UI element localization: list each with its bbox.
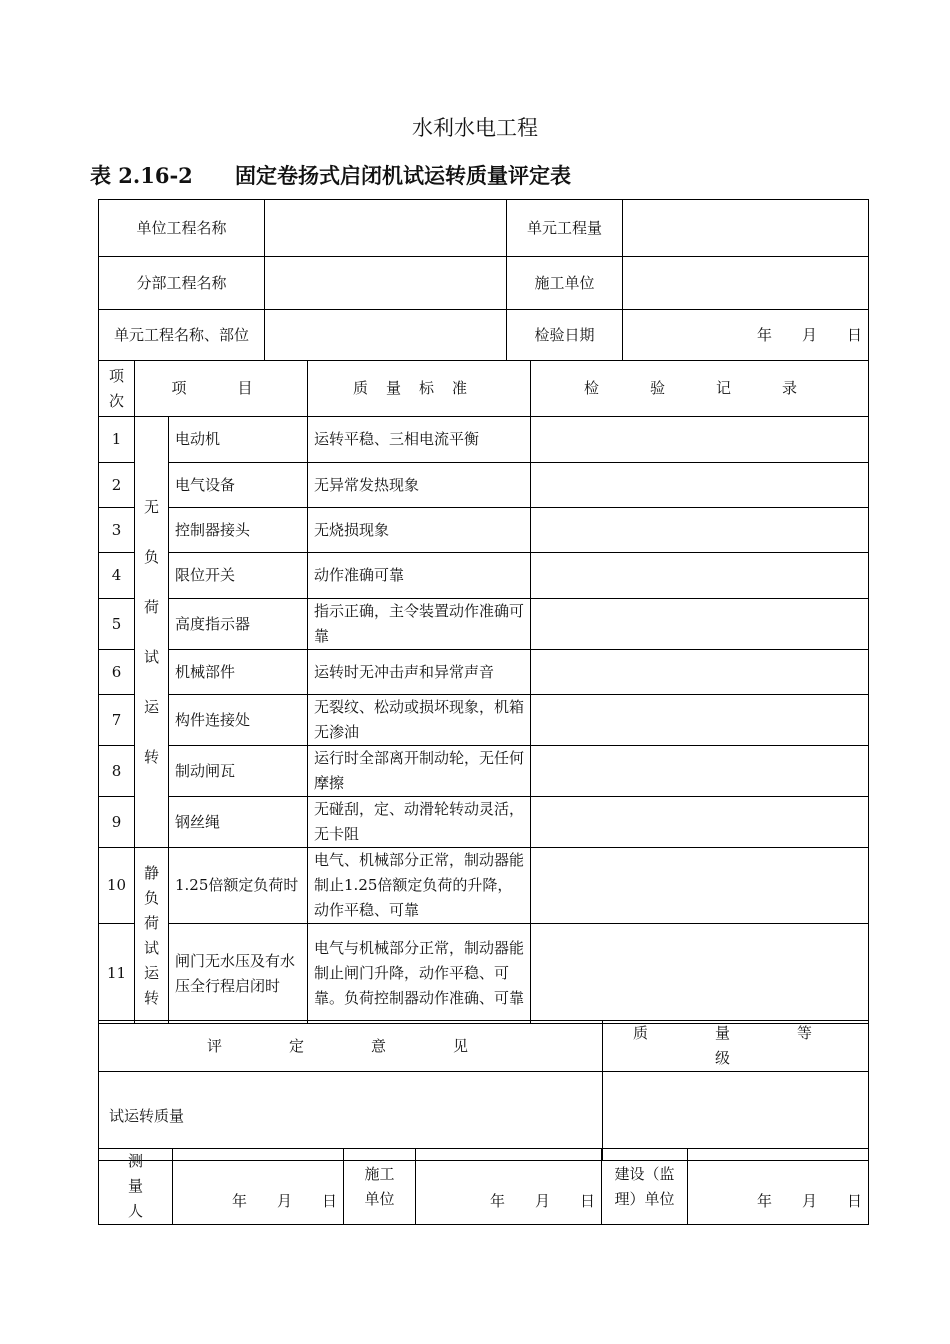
row-item: 电气设备: [169, 463, 308, 508]
row-record[interactable]: [531, 463, 869, 508]
measurer-date[interactable]: 年 月 日: [173, 1149, 344, 1225]
measurer-label: 测量人: [99, 1149, 173, 1225]
row-standard: 无碰刮，定、动滑轮转动灵活，无卡阻: [308, 797, 531, 848]
row-standard: 电气、机械部分正常，制动器能制止1.25倍额定负荷的升降，动作平稳、可靠: [308, 848, 531, 924]
label-construction-unit: 施工单位: [507, 257, 623, 310]
row-no: 11: [99, 924, 135, 1024]
row-item: 电动机: [169, 417, 308, 463]
row-standard: 指示正确，主令装置动作准确可靠: [308, 599, 531, 650]
row-record[interactable]: [531, 417, 869, 463]
row-record[interactable]: [531, 848, 869, 924]
row-record[interactable]: [531, 746, 869, 797]
row-standard: 运转平稳、三相电流平衡: [308, 417, 531, 463]
group-char: 荷: [143, 913, 159, 932]
row-no: 10: [99, 848, 135, 924]
label-unit-quantity: 单元工程量: [507, 200, 623, 257]
document-header-title: 水利水电工程: [412, 116, 538, 140]
value-element-name-part[interactable]: [265, 310, 507, 361]
group-char: 试: [143, 938, 159, 957]
group-char: 负: [143, 547, 159, 566]
group-char: 荷: [143, 597, 159, 616]
group-char: 负: [143, 888, 159, 907]
row-item: 构件连接处: [169, 695, 308, 746]
value-sub-project-name[interactable]: [265, 257, 507, 310]
row-standard: 无裂纹、松动或损坏现象，机箱无渗油: [308, 695, 531, 746]
table-number: 表 2.16-2: [90, 163, 193, 188]
group-char: 运: [143, 697, 159, 716]
row-item: 限位开关: [169, 553, 308, 599]
value-construction-unit[interactable]: [623, 257, 869, 310]
row-record[interactable]: [531, 508, 869, 553]
row-item: 机械部件: [169, 650, 308, 695]
row-no: 1: [99, 417, 135, 463]
label-inspection-date: 检验日期: [507, 310, 623, 361]
row-record[interactable]: [531, 797, 869, 848]
row-no: 7: [99, 695, 135, 746]
label-sub-project-name: 分部工程名称: [99, 257, 265, 310]
opinion-header: 评 定 意 见: [99, 1021, 603, 1072]
row-standard: 无异常发热现象: [308, 463, 531, 508]
col-header-no: 项次: [99, 361, 135, 417]
row-item: 控制器接头: [169, 508, 308, 553]
group-static-load-test: [135, 848, 169, 1024]
assessment-table: [98, 1020, 880, 1161]
row-no: 6: [99, 650, 135, 695]
row-record[interactable]: [531, 599, 869, 650]
group-char: 运: [143, 963, 159, 982]
row-standard: 运行时全部离开制动轮，无任何摩擦: [308, 746, 531, 797]
row-no: 5: [99, 599, 135, 650]
row-no: 9: [99, 797, 135, 848]
row-item: 钢丝绳: [169, 797, 308, 848]
col-header-record: 检 验 记 录: [531, 361, 869, 417]
signature-table: [98, 1148, 869, 1225]
row-item: 高度指示器: [169, 599, 308, 650]
row-no: 4: [99, 553, 135, 599]
row-standard: 动作准确可靠: [308, 553, 531, 599]
group-char: 试: [143, 647, 159, 666]
table-name: 固定卷扬式启闭机试运转质量评定表: [235, 163, 571, 188]
group-char: 静: [143, 863, 159, 882]
row-standard: 电气与机械部分正常，制动器能制止闸门升降，动作平稳、可靠。负荷控制器动作准确、可靠: [308, 924, 531, 1024]
row-no: 3: [99, 508, 135, 553]
col-header-standard: 质量标准: [308, 361, 531, 417]
row-record[interactable]: [531, 695, 869, 746]
grade-header: 质 量 等 级: [603, 1021, 869, 1072]
row-standard: 运转时无冲击声和异常声音: [308, 650, 531, 695]
group-char: 转: [143, 747, 159, 766]
row-no: 8: [99, 746, 135, 797]
table-title: [90, 160, 571, 190]
items-table: [98, 360, 869, 1024]
row-standard: 无烧损现象: [308, 508, 531, 553]
value-inspection-date[interactable]: 年 月 日: [623, 310, 869, 361]
owner-date[interactable]: 年 月 日: [688, 1149, 869, 1225]
construction-label: 施工单位: [344, 1149, 416, 1225]
row-record[interactable]: [531, 553, 869, 599]
group-char: 转: [143, 988, 159, 1007]
row-no: 2: [99, 463, 135, 508]
row-item: 1.25倍额定负荷时: [169, 848, 308, 924]
row-item: 闸门无水压及有水压全行程启闭时: [169, 924, 308, 1024]
value-unit-quantity[interactable]: [623, 200, 869, 257]
value-unit-project-name[interactable]: [265, 200, 507, 257]
label-unit-project-name: 单位工程名称: [99, 200, 265, 257]
label-element-name-part: 单元工程名称、部位: [99, 310, 265, 361]
construction-date[interactable]: 年 月 日: [416, 1149, 602, 1225]
row-record[interactable]: [531, 924, 869, 1024]
row-record[interactable]: [531, 650, 869, 695]
owner-label: 建设（监理）单位: [602, 1149, 688, 1225]
row-item: 制动闸瓦: [169, 746, 308, 797]
group-char: 无: [143, 497, 159, 516]
col-header-item: 项 目: [135, 361, 308, 417]
group-no-load-test: [135, 417, 169, 848]
trial-quality-label: 试运转质量: [99, 1072, 603, 1161]
info-table: [98, 199, 869, 361]
